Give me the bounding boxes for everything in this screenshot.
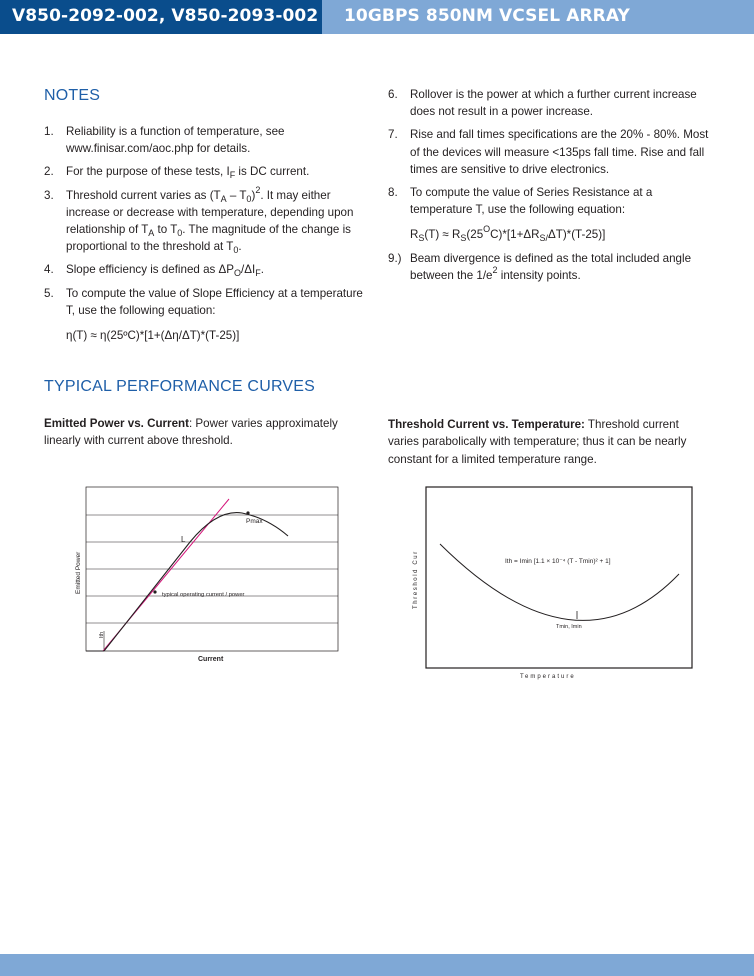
note-3-text: Threshold current varies as $(T_A - T_0)^2$. It may either increase or decrease with temperature, depending upon relationship of $T_A$ to $T_0$. The magnitude of the change is proportional to the threshold at $T_0$.	[66, 184, 354, 256]
part-numbers: V850-2092-002, V850-2093-002	[12, 6, 319, 26]
note-6: 6. Rollover is the power at which a further current increase does not result in a power increase.	[388, 86, 710, 120]
left-caption-text: : Power varies approximately linearly with current above threshold.	[44, 417, 338, 448]
power-y-axis-label: Emitted Power	[75, 551, 82, 594]
note-2-text: For the purpose of these tests, $I_F$ is DC current.	[66, 165, 310, 181]
threshold-y-axis-label: Threshold Cur	[413, 550, 419, 609]
threshold-formula: Ith = Imin [1.1 × 10⁻⁴ (T - Tmin)² + 1]	[505, 558, 611, 565]
note-8-text: To compute the value of Series Resistance at a temperature T, use the following equation:	[410, 186, 653, 217]
note-5: 5. To compute the value of Slope Efficiency at a temperature T, use the following equation: η(T) ≈ η(25ºC)*[1+(Δη/ΔT)*(T-25)]	[44, 285, 374, 345]
notes-list-right	[388, 86, 710, 290]
threshold-x-axis-label: Temperature	[520, 674, 576, 680]
page-header	[0, 0, 754, 34]
curves-heading: TYPICAL PERFORMANCE CURVES	[44, 378, 316, 395]
note-7-text: Rise and fall times specifications are the 20% - 80%. Most of the devices will measure <135ps fall time. Rise and fall times are sensitive to drive electronics.	[410, 128, 709, 176]
left-caption-title: Emitted Power vs. Current	[44, 417, 189, 430]
right-caption-title: Threshold Current vs. Temperature:	[388, 418, 585, 431]
series-resistance-equation: $R_S(T) \approx R_S(25^OC)*[1+\Delta R_{S/}\Delta T)*(T-25)$]	[410, 224, 606, 244]
note-2: 2. For the purpose of these tests, $I_F$ is DC current.	[44, 163, 374, 180]
note-9-text: Beam divergence is defined as the total included angle between the $1/e^2$ intensity points.	[410, 251, 692, 282]
note-3: 3. Threshold current varies as $(T_A - T_0)^2$. It may either increase or decrease with temperature, depending upon relationship of $T_A$ to $T_0$. The magnitude of the change is proportional to the threshold at $T_0$.	[44, 187, 374, 256]
note-9: 9.) Beam divergence is defined as the total included angle between the $1/e^2$ intensity points.	[388, 250, 710, 284]
threshold-vs-temperature-graph	[410, 484, 694, 682]
note-8: 8. To compute the value of Series Resistance at a temperature T, use the following equation: $R_S(T) \approx R_S(25^OC)*[1+\Delta R_{S/}\Delta T)*(T-25)$]	[388, 184, 710, 244]
operating-point	[153, 590, 156, 593]
note-6-text: Rollover is the power at which a further current increase does not result in a power increase.	[410, 88, 697, 119]
pmax-label: Pmax	[246, 518, 263, 525]
note-7: 7. Rise and fall times specifications are the 20% - 80%. Most of the devices will measure <135ps fall time. Rise and fall times are sensitive to drive electronics.	[388, 126, 710, 178]
minimum-label: Tmin, Imin	[556, 624, 582, 630]
power-vs-current-graph	[72, 484, 344, 666]
left-chart-caption	[44, 415, 354, 450]
threshold-plot-frame	[426, 487, 692, 668]
header-right-band	[322, 0, 754, 34]
notes-list-left	[44, 123, 374, 350]
corner-label: L	[181, 535, 186, 544]
note-4: 4. Slope efficiency is defined as $\Delta P_O/\Delta I_F$.	[44, 261, 374, 278]
operating-point-label: typical operating current / power	[162, 592, 245, 598]
header-left-band	[0, 0, 322, 34]
note-1: 1. Reliability is a function of temperature, see www.finisar.com/aoc.php for details.	[44, 123, 374, 157]
note-5-text: To compute the value of Slope Efficiency at a temperature T, use the following equation:	[66, 286, 363, 317]
power-x-axis-label: Current	[198, 656, 224, 663]
pmax-point	[246, 511, 249, 514]
note-4-text: Slope efficiency is defined as $\Delta P_O/\Delta I_F$.	[66, 263, 264, 279]
threshold-label: Ith	[99, 631, 105, 638]
note-1-text: Reliability is a function of temperature, see www.finisar.com/aoc.php for details.	[66, 125, 285, 156]
product-title: 10GBPS 850NM VCSEL ARRAY	[344, 6, 630, 26]
right-chart-caption	[388, 416, 708, 468]
notes-heading: NOTES	[44, 87, 101, 104]
page-footer	[0, 954, 754, 976]
slope-efficiency-equation: η(T) ≈ η(25ºC)*[1+(Δη/ΔT)*(T-25)]	[66, 329, 240, 343]
right-caption-text: Threshold current varies parabolically with temperature; thus it can be nearly constant for a limited temperature range.	[388, 418, 687, 466]
